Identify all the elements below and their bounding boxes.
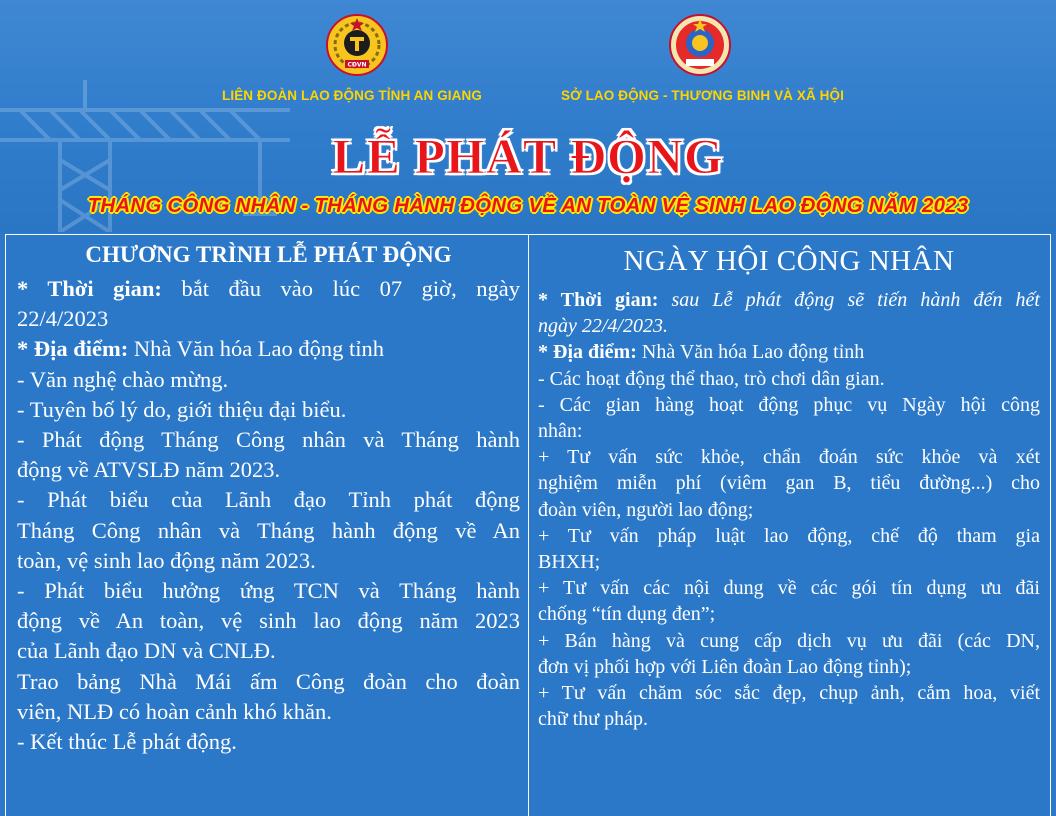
trade-union-logo-icon: [325, 13, 389, 77]
main-title: LỄ PHÁT ĐỘNG: [332, 128, 724, 184]
list-item: nghiệm miễn phí (viêm gan B, tiểu đường...) cho: [538, 472, 1040, 495]
list-item: - Các gian hàng hoạt động phục vụ Ngày hội công: [538, 393, 1040, 416]
list-item: nhân:: [538, 420, 583, 443]
workers-day-place-value: Nhà Văn hóa Lao động tỉnh: [636, 341, 865, 364]
workers-day-time: [538, 287, 1040, 313]
list-item: - Phát biểu hưởng ứng TCN và Tháng hành: [17, 578, 520, 604]
program-title: CHƯƠNG TRÌNH LỄ PHÁT ĐỘNG: [85, 242, 452, 267]
list-item: Trao bảng Nhà Mái ấm Công đoàn cho đoàn: [17, 668, 520, 694]
labour-ministry-logo-icon: [668, 13, 732, 77]
list-item: + Bán hàng và cung cấp dịch vụ ưu đãi (các DN,: [538, 629, 1040, 652]
list-item: toàn, vệ sinh lao động năm 2023.: [17, 547, 316, 573]
list-item: - Phát biểu của Lãnh đạo Tỉnh phát động: [17, 487, 520, 513]
list-item: động về ATVSLĐ năm 2023.: [17, 457, 281, 483]
list-item: BHXH;: [538, 551, 601, 574]
list-item: - Tuyên bố lý do, giới thiệu đại biểu.: [17, 396, 347, 422]
banner-header: [0, 0, 1056, 232]
sub-title: THÁNG CÔNG NHÂN - THÁNG HÀNH ĐỘNG VỀ AN TOÀN VỆ SINH LAO ĐỘNG NĂM 2023: [87, 194, 969, 217]
list-item: + Tư vấn pháp luật lao động, chế độ tham gia: [538, 524, 1040, 547]
program-place: [17, 334, 520, 364]
list-item: - Phát động Tháng Công nhân và Tháng hành: [17, 427, 520, 453]
workers-day-place-label: * Địa điểm:: [538, 341, 637, 364]
list-item: Tháng Công nhân và Tháng hành động về An: [17, 517, 520, 543]
list-item: đoàn viên, người lao động;: [538, 498, 754, 521]
program-time: [17, 274, 520, 304]
program-column: [6, 235, 529, 816]
workers-day-time-value: sau Lễ phát động sẽ tiến hành đến hết: [658, 289, 1040, 311]
list-item: chống “tín dụng đen”;: [538, 603, 716, 626]
workers-day-place: [538, 339, 1040, 365]
workers-day-column: [529, 235, 1050, 816]
list-item: - Kết thúc Lễ phát động.: [17, 729, 237, 755]
list-item: - Các hoạt động thể thao, trò chơi dân gian.: [538, 367, 885, 390]
list-item: chữ thư pháp.: [538, 708, 648, 731]
workers-day-date: ngày 22/4/2023.: [538, 315, 668, 338]
workers-day-time-label: * Thời gian:: [538, 289, 659, 311]
list-item: + Tư vấn các nội dung về các gói tín dụng ưu đãi: [538, 577, 1040, 600]
program-table: [5, 234, 1051, 816]
workers-day-title: NGÀY HỘI CÔNG NHÂN: [623, 245, 955, 277]
list-item: đơn vị phối hợp với Liên đoàn Lao động tỉnh);: [538, 655, 912, 678]
list-item: của Lãnh đạo DN và CNLĐ.: [17, 638, 276, 664]
program-time-label: * Thời gian:: [17, 276, 162, 301]
org-right-name: SỞ LAO ĐỘNG - THƯƠNG BINH VÀ XÃ HỘI: [561, 88, 844, 103]
list-item: viên, NLĐ có hoàn cảnh khó khăn.: [17, 698, 332, 724]
list-item: + Tư vấn sức khỏe, chẩn đoán sức khỏe và xét: [538, 446, 1040, 469]
program-place-label: * Địa điểm:: [17, 336, 129, 362]
org-left-name: LIÊN ĐOÀN LAO ĐỘNG TỈNH AN GIANG: [222, 88, 482, 103]
list-item: + Tư vấn chăm sóc sắc đẹp, chụp ảnh, cắm hoa, viết: [538, 682, 1040, 705]
list-item: - Văn nghệ chào mừng.: [17, 366, 229, 392]
program-place-value: Nhà Văn hóa Lao động tỉnh: [128, 336, 385, 362]
logo-left-text: CĐVN: [347, 61, 367, 69]
program-time-value: bắt đầu vào lúc 07 giờ, ngày: [161, 276, 520, 301]
program-date: 22/4/2023: [17, 306, 109, 332]
list-item: động về An toàn, vệ sinh lao động năm 2023: [17, 608, 520, 634]
